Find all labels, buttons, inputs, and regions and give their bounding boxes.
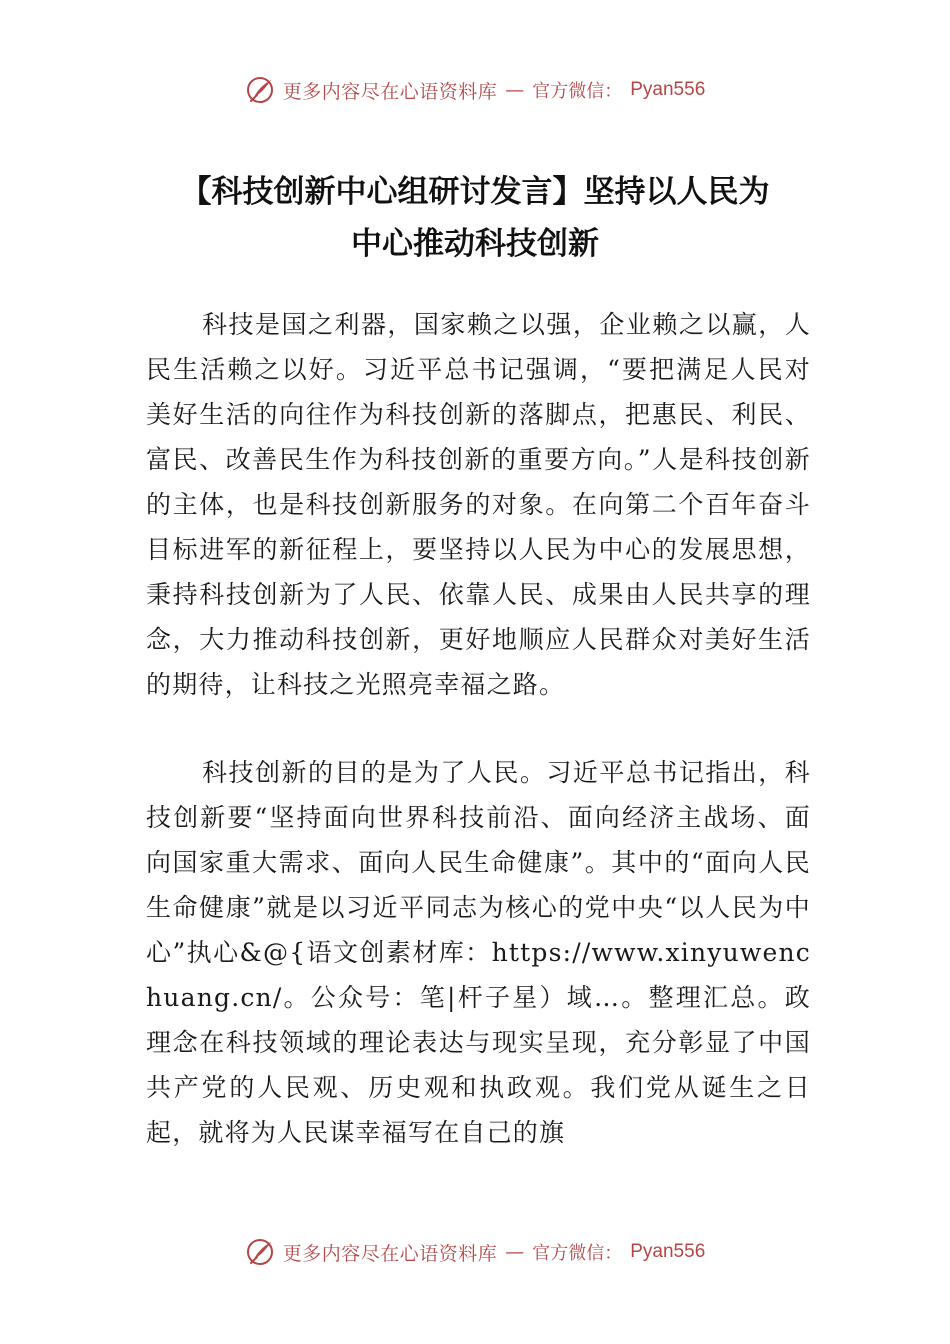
banner-separator: — [505, 79, 525, 101]
banner-text: 更多内容尽在心语资料库 [282, 1242, 498, 1265]
banner-text: 更多内容尽在心语资料库 [282, 80, 498, 103]
wechat-label: 官方微信： [532, 1243, 623, 1264]
footer-banner [0, 1232, 950, 1272]
title-line-1: 【科技创新中心组研讨发言】坚持以人民为 [180, 174, 770, 210]
banner-separator: — [505, 1241, 525, 1263]
paragraph-2: 科技创新的目的是为了人民。习近平总书记指出，科技创新要“坚持面向世界科技前沿、面向经济主战场、面向国家重大需求、面向人民生命健康”。其中的“面向人民生命健康”就是以习近平同志为核心的党中央“以人民为中心”执心&@{语文创素材库：https://www.xinyuwenchuang.cn/。公众号：笔|杆子星）域…。整理汇总。政理念在科技领域的理论表达与现实呈现，充分彰显了中国共产党的人民观、历史观和执政观。我们党从诞生之日起，就将为人民谋幸福写在自己的旗 [146, 758, 811, 1147]
wechat-id: Pyan556 [630, 79, 706, 100]
feather-pen-logo-icon [245, 1237, 275, 1267]
header-banner [0, 70, 950, 110]
title-line-2: 中心推动科技创新 [351, 226, 599, 262]
wechat-id: Pyan556 [630, 1241, 706, 1262]
document-title [60, 166, 890, 270]
wechat-label: 官方微信： [532, 81, 623, 102]
feather-pen-logo-icon [245, 75, 275, 105]
paragraph-1: 科技是国之利器，国家赖之以强，企业赖之以赢，人民生活赖之以好。习近平总书记强调，“要把满足人民对美好生活的向往作为科技创新的落脚点，把惠民、利民、富民、改善民生作为科技创新的重要方向。”人是科技创新的主体，也是科技创新服务的对象。在向第二个百年奋斗目标进军的新征程上，要坚持以人民为中心的发展思想，秉持科技创新为了人民、依靠人民、成果由人民共享的理念，大力推动科技创新，更好地顺应人民群众对美好生活的期待，让科技之光照亮幸福之路。 [146, 310, 811, 699]
